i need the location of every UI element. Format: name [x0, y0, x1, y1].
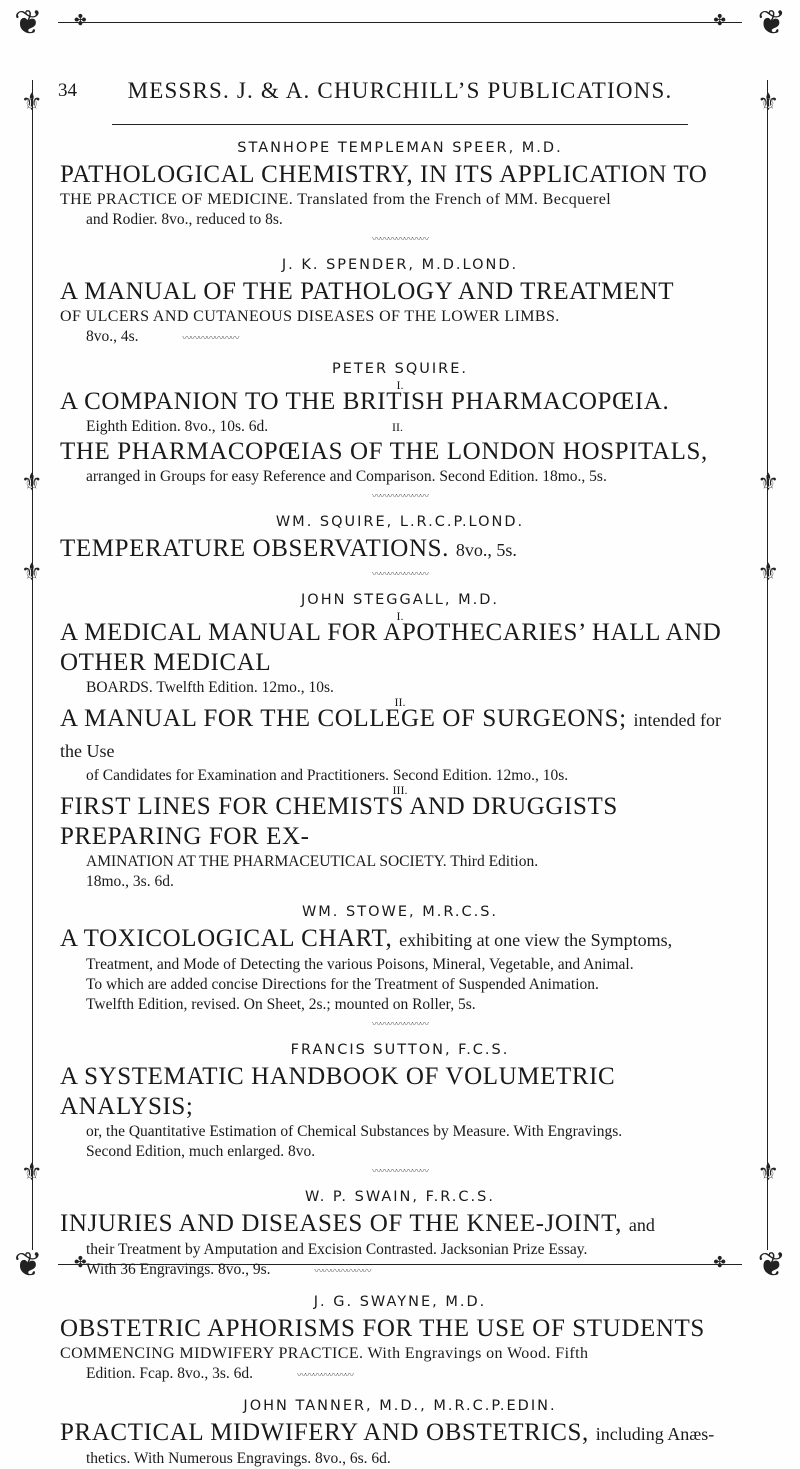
book-title: A COMPANION TO THE BRITISH PHARMACOPŒIA. — [60, 388, 670, 415]
wavy-divider: 〰〰〰〰〰〰〰 — [371, 1167, 428, 1177]
book-description: Eighth Edition. 8vo., 10s. 6d. — [86, 418, 269, 435]
book-description: of Candidates for Examination and Practitioners. Second Edition. 12mo., 10s. — [86, 767, 569, 784]
volume-numeral: III. — [392, 783, 408, 797]
page-header — [58, 66, 742, 106]
author-heading: W. P. SWAIN, F.R.C.S. — [305, 1189, 495, 1205]
entry-sutton — [60, 1042, 740, 1177]
corner-ornament-bottom-left: ❦ — [14, 1245, 43, 1285]
book-title: INJURIES AND DISEASES OF THE KNEE-JOINT, — [60, 1210, 622, 1237]
wavy-divider: 〰〰〰〰〰〰〰 — [371, 235, 428, 245]
author-heading: JOHN TANNER, M.D., M.R.C.P.EDIN. — [243, 1398, 557, 1414]
author-heading: J. K. SPENDER, M.D.LOND. — [281, 257, 519, 273]
book-title: A MEDICAL MANUAL FOR APOTHECARIES’ HALL AND OTHER MEDICAL — [60, 619, 722, 676]
book-description: To which are added concise Directions for the Treatment of Suspended Animation. — [86, 976, 599, 993]
book-description: or, the Quantitative Estimation of Chemical Substances by Measure. With Engravings. — [86, 1123, 623, 1140]
book-title-line — [60, 1418, 740, 1449]
book-title-line — [60, 924, 740, 955]
book-edition-line — [60, 417, 740, 437]
side-ornament-right-top: ⚜ — [757, 88, 779, 116]
book-description: THE PRACTICE OF MEDICINE. Translated from the French of MM. Becquerel — [60, 191, 612, 208]
author-heading: STANHOPE TEMPLEMAN SPEER, M.D. — [237, 140, 563, 156]
entry-tanner — [60, 1398, 740, 1469]
side-ornament-left-middle: ⚜ — [21, 468, 43, 496]
book-description: arranged in Groups for easy Reference and Comparison. Second Edition. 18mo., 5s. — [86, 468, 607, 485]
entry-swayne — [60, 1294, 740, 1386]
book-title: A TOXICOLOGICAL CHART, — [60, 925, 393, 952]
wavy-divider: 〰〰〰〰〰〰〰 — [314, 1267, 371, 1277]
book-description: thetics. With Numerous Engravings. 8vo., 6s. 6d. — [86, 1450, 391, 1467]
book-title-continuation: and — [628, 1215, 655, 1235]
wavy-divider: 〰〰〰〰〰〰〰 — [182, 334, 239, 344]
top-rule-ornament-left: ✤ — [74, 11, 87, 29]
side-ornament-right-middle: ⚜ — [757, 468, 779, 496]
book-price-line — [60, 1364, 740, 1386]
bottom-rule-ornament-right: ✤ — [713, 1253, 726, 1271]
book-description: With 36 Engravings. 8vo., 9s. — [86, 1261, 271, 1278]
book-price: 8vo., 5s. — [455, 540, 517, 560]
entry-stowe — [60, 904, 740, 1030]
book-description: 18mo., 3s. 6d. — [86, 873, 174, 890]
book-title: PATHOLOGICAL CHEMISTRY, IN ITS APPLICATION TO — [60, 161, 708, 188]
book-title-line — [60, 534, 740, 565]
wavy-divider: 〰〰〰〰〰〰〰 — [371, 1020, 428, 1030]
top-border-rule — [58, 22, 742, 23]
book-description: Twelfth Edition, revised. On Sheet, 2s.; mounted on Roller, 5s. — [86, 996, 476, 1013]
entry-steggall — [60, 592, 740, 892]
book-title-line — [60, 704, 740, 766]
author-heading: WM. SQUIRE, L.R.C.P.LOND. — [275, 514, 525, 530]
author-heading: J. G. SWAYNE, M.D. — [313, 1294, 487, 1310]
side-ornament-left-bottom: ⚜ — [21, 1158, 43, 1186]
book-title: A MANUAL OF THE PATHOLOGY AND TREATMENT — [60, 278, 675, 305]
wavy-divider: 〰〰〰〰〰〰〰 — [371, 570, 428, 580]
page-number: 34 — [58, 80, 77, 101]
book-title: TEMPERATURE OBSERVATIONS. — [60, 535, 449, 562]
book-description: BOARDS. Twelfth Edition. 12mo., 10s. — [86, 679, 334, 696]
volume-numeral: II. — [394, 695, 406, 709]
entry-wm-squire — [60, 514, 740, 580]
book-title-continuation: including Anæs- — [595, 1424, 715, 1444]
corner-ornament-top-left: ❦ — [14, 3, 43, 43]
author-heading: JOHN STEGGALL, M.D. — [301, 592, 499, 608]
book-description: and Rodier. 8vo., reduced to 8s. — [86, 211, 283, 228]
book-description: AMINATION AT THE PHARMACEUTICAL SOCIETY. Third Edition. — [86, 853, 539, 870]
wavy-divider: 〰〰〰〰〰〰〰 — [296, 1371, 353, 1381]
volume-numeral: I. — [396, 609, 404, 623]
book-description: Edition. Fcap. 8vo., 3s. 6d. — [86, 1365, 254, 1382]
volume-numeral: I. — [396, 378, 404, 392]
book-description: COMMENCING MIDWIFERY PRACTICE. With Engravings on Wood. Fifth — [60, 1345, 589, 1362]
volume-numeral: II. — [392, 420, 403, 434]
header-rule — [112, 124, 688, 125]
book-description: Second Edition, much enlarged. 8vo. — [86, 1143, 316, 1160]
right-border-rule — [767, 80, 768, 1250]
side-ornament-right-lower: ⚜ — [757, 558, 779, 586]
top-rule-ornament-right: ✤ — [713, 11, 726, 29]
book-description: Treatment, and Mode of Detecting the various Poisons, Mineral, Vegetable, and Animal. — [86, 956, 634, 973]
entry-swain — [60, 1189, 740, 1282]
book-description: 8vo., 4s. — [86, 328, 139, 345]
book-title-continuation: intended for the Use — [60, 710, 722, 761]
author-heading: WM. STOWE, M.R.C.S. — [301, 904, 499, 920]
author-heading: PETER SQUIRE. — [332, 361, 468, 377]
book-title: THE PHARMACOPŒIAS OF THE LONDON HOSPITALS, — [60, 438, 708, 465]
book-price-line — [60, 1260, 740, 1282]
book-title: OBSTETRIC APHORISMS FOR THE USE OF STUDENTS — [60, 1315, 705, 1342]
entry-spender — [60, 257, 740, 349]
book-description: their Treatment by Amputation and Excision Contrasted. Jacksonian Prize Essay. — [86, 1241, 588, 1258]
book-price-line — [60, 327, 740, 349]
left-border-rule — [32, 80, 33, 1250]
wavy-divider: 〰〰〰〰〰〰〰 — [371, 492, 428, 502]
side-ornament-left-lower: ⚜ — [21, 558, 43, 586]
book-title-continuation: exhibiting at one view the Symptoms, — [399, 930, 673, 950]
side-ornament-right-bottom: ⚜ — [757, 1158, 779, 1186]
book-description: OF ULCERS AND CUTANEOUS DISEASES OF THE LOWER LIMBS. — [60, 308, 560, 325]
book-title: PRACTICAL MIDWIFERY AND OBSTETRICS, — [60, 1419, 589, 1446]
corner-ornament-top-right: ❦ — [757, 3, 786, 43]
bottom-rule-ornament-left: ✤ — [74, 1253, 87, 1271]
catalogue-entries — [60, 138, 740, 1469]
entry-peter-squire — [60, 361, 740, 502]
book-title: A MANUAL FOR THE COLLEGE OF SURGEONS; — [60, 705, 627, 732]
side-ornament-left-top: ⚜ — [21, 88, 43, 116]
corner-ornament-bottom-right: ❦ — [757, 1245, 786, 1285]
book-title: A SYSTEMATIC HANDBOOK OF VOLUMETRIC ANALYSIS; — [60, 1063, 616, 1120]
running-head: MESSRS. J. & A. CHURCHILL’S PUBLICATIONS. — [127, 78, 673, 103]
entry-speer — [60, 140, 740, 245]
book-title-line — [60, 1209, 740, 1240]
book-title: FIRST LINES FOR CHEMISTS AND DRUGGISTS PREPARING FOR EX- — [60, 793, 618, 850]
author-heading: FRANCIS SUTTON, F.C.S. — [290, 1042, 510, 1058]
